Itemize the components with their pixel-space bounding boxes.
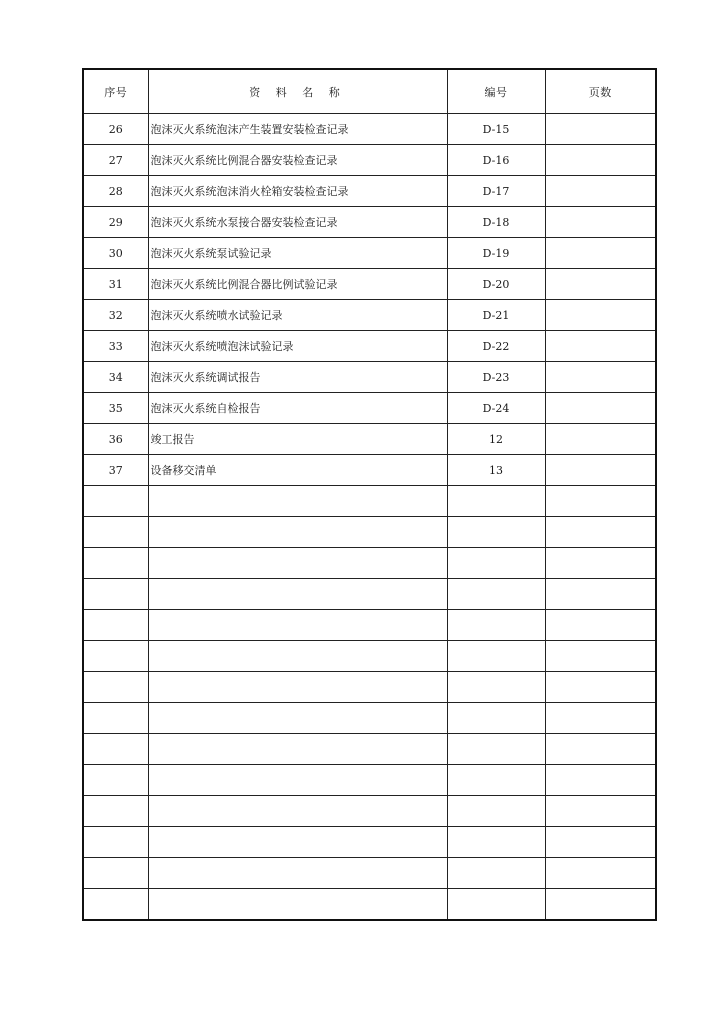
page-count-cell [545, 765, 656, 796]
code-cell: D-15 [447, 114, 545, 145]
code-cell: D-24 [447, 393, 545, 424]
table-row [83, 610, 656, 641]
header-row [83, 69, 656, 114]
document-name-cell: 泡沫灭火系统泡沫产生装置安装检查记录 [148, 114, 447, 145]
document-name-cell [148, 579, 447, 610]
page-count-cell [545, 455, 656, 486]
code-cell: D-19 [447, 238, 545, 269]
code-cell [447, 858, 545, 889]
serial-number-cell: 26 [83, 114, 148, 145]
page-count-cell [545, 703, 656, 734]
page-count-cell [545, 393, 656, 424]
serial-number-cell [83, 548, 148, 579]
page-count-cell [545, 734, 656, 765]
document-name-cell: 泡沫灭火系统泵试验记录 [148, 238, 447, 269]
page-count-cell [545, 672, 656, 703]
document-name-cell [148, 517, 447, 548]
document-name-cell: 泡沫灭火系统比例混合器比例试验记录 [148, 269, 447, 300]
page-count-cell [545, 238, 656, 269]
document-name-cell: 泡沫灭火系统自检报告 [148, 393, 447, 424]
page-count-cell [545, 858, 656, 889]
table-row [83, 765, 656, 796]
serial-number-cell: 27 [83, 145, 148, 176]
table-row [83, 641, 656, 672]
document-name-cell [148, 796, 447, 827]
document-name-cell: 泡沫灭火系统调试报告 [148, 362, 447, 393]
table-row [83, 579, 656, 610]
code-cell: D-23 [447, 362, 545, 393]
serial-number-cell: 29 [83, 207, 148, 238]
table-row [83, 424, 656, 455]
serial-number-cell: 33 [83, 331, 148, 362]
table-row [83, 796, 656, 827]
table-row [83, 517, 656, 548]
code-cell [447, 827, 545, 858]
document-name-cell: 泡沫灭火系统比例混合器安装检查记录 [148, 145, 447, 176]
code-cell: 13 [447, 455, 545, 486]
document-name-cell [148, 889, 447, 921]
code-cell [447, 734, 545, 765]
serial-number-cell [83, 827, 148, 858]
serial-number-cell [83, 889, 148, 921]
document-name-cell [148, 703, 447, 734]
serial-number-cell: 35 [83, 393, 148, 424]
document-name-cell: 泡沫灭火系统喷泡沫试验记录 [148, 331, 447, 362]
code-cell [447, 517, 545, 548]
table-row [83, 393, 656, 424]
page-count-cell [545, 796, 656, 827]
serial-number-cell [83, 517, 148, 548]
table-header [83, 69, 656, 114]
code-cell [447, 765, 545, 796]
table-row [83, 672, 656, 703]
serial-number-cell [83, 486, 148, 517]
table-row [83, 548, 656, 579]
table-row [83, 269, 656, 300]
code-cell: D-18 [447, 207, 545, 238]
code-cell: D-22 [447, 331, 545, 362]
serial-number-cell: 32 [83, 300, 148, 331]
page-count-cell [545, 610, 656, 641]
page-count-cell [545, 827, 656, 858]
page-count-cell [545, 579, 656, 610]
document-name-cell [148, 672, 447, 703]
table-row [83, 703, 656, 734]
code-cell [447, 703, 545, 734]
serial-number-cell: 37 [83, 455, 148, 486]
table-row [83, 486, 656, 517]
page-count-cell [545, 641, 656, 672]
table-row [83, 207, 656, 238]
serial-number-cell [83, 610, 148, 641]
serial-number-cell: 31 [83, 269, 148, 300]
header-page-count: 页数 [545, 69, 656, 114]
table-row [83, 176, 656, 207]
serial-number-cell [83, 858, 148, 889]
serial-number-cell [83, 579, 148, 610]
table-body [83, 114, 656, 921]
table-row [83, 827, 656, 858]
code-cell [447, 610, 545, 641]
page-count-cell [545, 114, 656, 145]
serial-number-cell [83, 641, 148, 672]
page-count-cell [545, 362, 656, 393]
page-count-cell [545, 300, 656, 331]
page-count-cell [545, 548, 656, 579]
serial-number-cell: 30 [83, 238, 148, 269]
code-cell: D-17 [447, 176, 545, 207]
page-count-cell [545, 486, 656, 517]
code-cell [447, 641, 545, 672]
code-cell: D-21 [447, 300, 545, 331]
code-cell [447, 796, 545, 827]
code-cell [447, 889, 545, 921]
page-count-cell [545, 269, 656, 300]
serial-number-cell: 34 [83, 362, 148, 393]
document-name-cell [148, 734, 447, 765]
code-cell [447, 672, 545, 703]
serial-number-cell [83, 796, 148, 827]
document-index-table [82, 68, 657, 921]
table-row [83, 858, 656, 889]
header-serial-number: 序号 [83, 69, 148, 114]
document-name-cell [148, 548, 447, 579]
document-name-cell: 设备移交清单 [148, 455, 447, 486]
table-row [83, 331, 656, 362]
table-row [83, 455, 656, 486]
document-name-cell: 竣工报告 [148, 424, 447, 455]
page-count-cell [545, 207, 656, 238]
serial-number-cell [83, 765, 148, 796]
code-cell: D-20 [447, 269, 545, 300]
code-cell [447, 548, 545, 579]
code-cell: D-16 [447, 145, 545, 176]
document-name-cell: 泡沫灭火系统泡沫消火栓箱安装检查记录 [148, 176, 447, 207]
table-row [83, 114, 656, 145]
table-row [83, 145, 656, 176]
code-cell [447, 486, 545, 517]
table-row [83, 238, 656, 269]
document-name-cell [148, 765, 447, 796]
serial-number-cell [83, 734, 148, 765]
table-row [83, 300, 656, 331]
document-name-cell [148, 486, 447, 517]
document-name-cell: 泡沫灭火系统喷水试验记录 [148, 300, 447, 331]
header-code: 编号 [447, 69, 545, 114]
document-name-cell [148, 641, 447, 672]
table-row [83, 362, 656, 393]
table-row [83, 734, 656, 765]
page-count-cell [545, 424, 656, 455]
document-name-cell [148, 610, 447, 641]
header-document-name: 资 料 名 称 [148, 69, 447, 114]
page-count-cell [545, 331, 656, 362]
page-count-cell [545, 176, 656, 207]
code-cell: 12 [447, 424, 545, 455]
page-count-cell [545, 889, 656, 921]
serial-number-cell: 28 [83, 176, 148, 207]
serial-number-cell [83, 672, 148, 703]
code-cell [447, 579, 545, 610]
page-count-cell [545, 517, 656, 548]
document-name-cell: 泡沫灭火系统水泵接合器安装检查记录 [148, 207, 447, 238]
serial-number-cell: 36 [83, 424, 148, 455]
document-name-cell [148, 858, 447, 889]
page-count-cell [545, 145, 656, 176]
serial-number-cell [83, 703, 148, 734]
table-row [83, 889, 656, 921]
document-name-cell [148, 827, 447, 858]
